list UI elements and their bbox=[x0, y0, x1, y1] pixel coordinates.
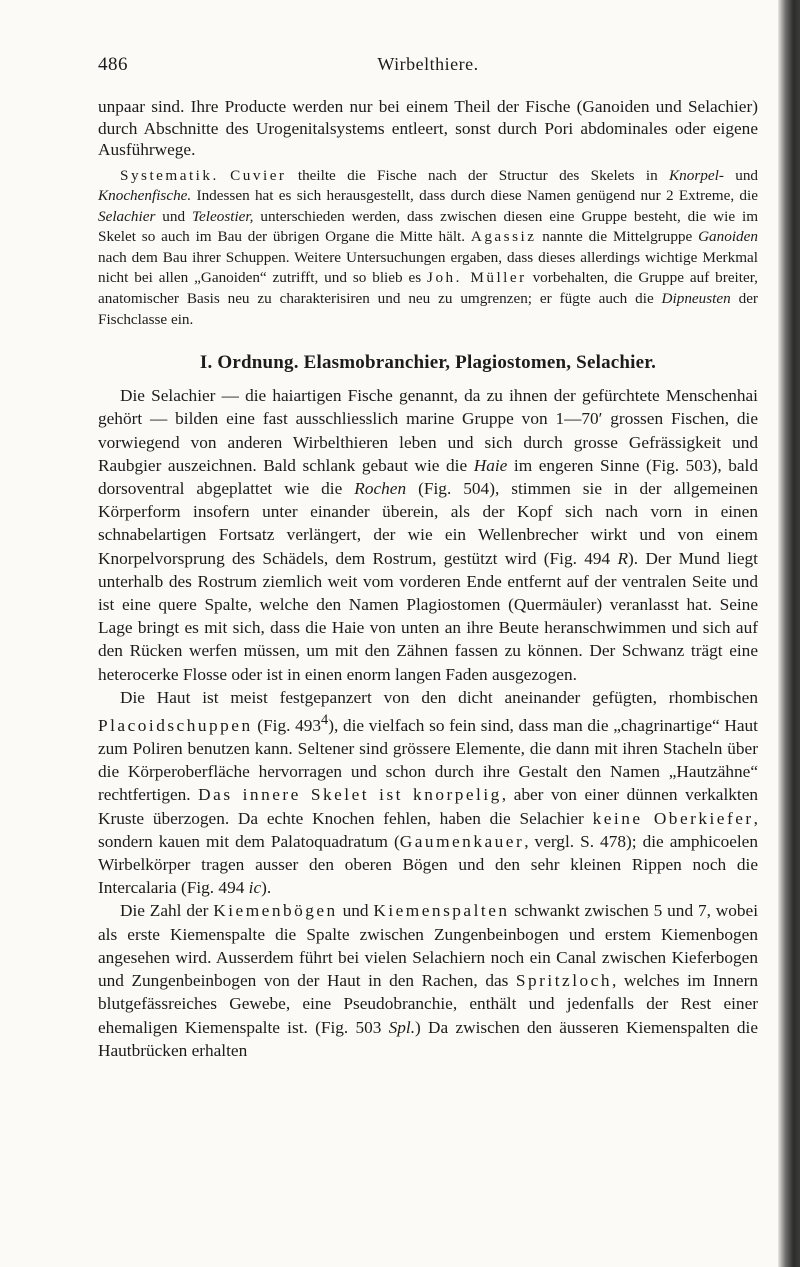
paragraph-kiemen: Die Zahl der Kiemenbögen und Kiemenspalten schwankt zwischen 5 und 7, wobei als erste Kiemenspalte die Spalte zwischen Zungenbeinbogen und erstem Kiemenbogen angesehen wird. Ausserdem führt bei vielen Selachiern noch ein Canal zwischen Kieferbogen und Zungenbeinbogen von der Haut in den Rachen, das Spritzloch, welches im Innern blutgefässreiches Gewebe, eine Pseudobranchie, enthält und jedenfalls der Rest einer ehemaligen Kiemenspalte ist. (Fig. 503 Spl.) Da zwischen den äusseren Kiemenspalten die Hautbrücken erhalten bbox=[98, 901, 758, 1060]
paragraph-systematik: Systematik. Cuvier theilte die Fische nach der Structur des Skelets in Knorpel- und Knochenfische. Indessen hat es sich herausgestellt, dass durch diese Namen genügend nur 2 Extreme, die Selachier und Teleostier, unterschieden werden, dass zwischen diesen eine Gruppe besteht, die wie im Skelet so auch im Bau der übrigen Organe die Mitte hält. Agassiz nannte die Mittelgruppe Ganoiden nach dem Bau ihrer Schuppen. Weitere Untersuchungen ergaben, dass dieses allerdings wichtige Merkmal nicht bei allen „Ganoiden“ zutrifft, und so blieb es Joh. Müller vorbehalten, die Gruppe auf breiter, anatomischer Basis neu zu charakterisiren und neu zu umgrenzen; er fügte auch die Dipneusten der Fischclasse ein. bbox=[98, 166, 759, 328]
author-cuvier: Cuvier bbox=[230, 166, 287, 184]
page-header bbox=[98, 54, 758, 78]
paragraph-intro: unpaar sind. Ihre Producte werden nur bei einem Theil der Fische (Ganoiden und Selachier) durch Abschnitte des Urogenitalsystems entleert, sonst durch Pori abdominales oder eigene Ausführwege. bbox=[98, 97, 758, 159]
running-head: Wirbelthiere. bbox=[377, 54, 479, 74]
page-number: 486 bbox=[98, 54, 128, 75]
paragraph-selachier: Die Selachier — die haiartigen Fische genannt, da zu ihnen der gefürchtete Menschenhai gehört — bilden eine fast ausschliesslich marine Gruppe von 1—70′ grossen Fischen, die vorwiegend von anderen Wirbelthieren leben und sich durch grosse Gefrässigkeit und Raubgier auszeichnen. Bald schlank gebaut wie die Haie im engeren Sinne (Fig. 503), bald dorsoventral abgeplattet wie die Rochen (Fig. 504), stimmen sie in der allgemeinen Körperform insofern unter einander überein, als der Kopf sich nach vorn in einen schnabelartigen Fortsatz verlängert, der wie ein Wellenbrecher wirkt und von einem Knorpelvorsprung des Schädels, dem Rostrum, gestützt wird (Fig. 494 R). Der Mund liegt unterhalb des Rostrum ziemlich weit vom vorderen Ende entfernt auf der ventralen Seite und ist eine quere Spalte, welche den Namen Plagiostomen (Quermäuler) veranlasst hat. Seine Lage bringt es mit sich, dass die Haie von unten an ihre Beute heranschwimmen und sich auf den Rücken werfen müssen, um mit den Zähnen fassen zu können. Der Schwanz trägt eine heterocerke Flosse oder ist in einen enorm langen Faden ausgezogen. bbox=[98, 386, 758, 684]
author-agassiz: Agassiz bbox=[470, 228, 537, 246]
author-mueller: Joh. Müller bbox=[427, 269, 527, 287]
section-heading: I. Ordnung. Elasmobranchier, Plagiostomen, Selachier. bbox=[199, 352, 657, 374]
systematik-lead: Systematik. bbox=[120, 166, 219, 184]
paragraph-haut: Die Haut ist meist festgepanzert von den dicht aneinander gefügten, rhombischen Placoidschuppen (Fig. $493^4$), die vielfach so fein sind, dass man die „chagrinartige“ Haut zum Poliren benutzen kann. Seltener sind grössere Elemente, die dann mit ihren Stacheln über die Körperoberfläche hervorragen und schon durch ihre Gestalt den Namen „Hautzähne“ rechtfertigen. Das innere Skelet ist knorpelig, aber von einer dünnen verkalkten Kruste überzogen. Da echte Knochen fehlen, haben die Selachier keine Oberkiefer, sondern kauen mit dem Palatoquadratum (Gaumenkauer, vergl. S. 478); die amphicoelen Wirbelkörper tragen ausser den oberen Bögen und den sehr kleinen Rippen noch die Intercalaria (Fig. 494 ic). bbox=[98, 687, 758, 898]
page-body bbox=[98, 96, 758, 1062]
scan-binding-edge bbox=[778, 0, 800, 1267]
